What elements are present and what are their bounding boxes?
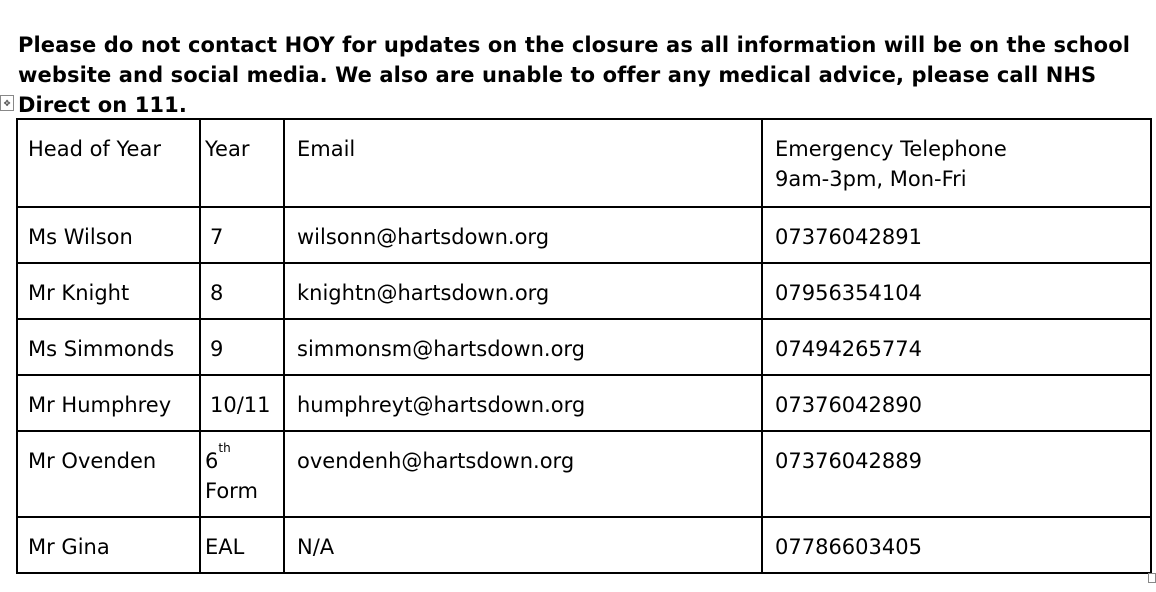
- row-email: N/A: [284, 517, 762, 573]
- row-phone: 07956354104: [762, 263, 1151, 319]
- head-of-year-contacts-table: [16, 118, 1152, 574]
- header-year: Year: [200, 119, 284, 207]
- row-phone: 07376042889: [762, 431, 1151, 517]
- row-phone: 07494265774: [762, 319, 1151, 375]
- row-year: 7: [200, 207, 284, 263]
- row-phone: 07376042891: [762, 207, 1151, 263]
- row-phone: 07376042890: [762, 375, 1151, 431]
- row-email[interactable]: wilsonn@hartsdown.org: [284, 207, 762, 263]
- row-year-form: Form: [205, 479, 258, 503]
- row-year: [200, 431, 284, 517]
- table-row: [17, 431, 1151, 517]
- notice-line-2: website and social media. We also are unable to offer any medical advice, please call NHS: [18, 63, 1097, 87]
- row-name: Mr Humphrey: [17, 375, 200, 431]
- row-year-ordinal: th: [218, 441, 231, 455]
- table-row: [17, 517, 1151, 573]
- row-phone: 07786603405: [762, 517, 1151, 573]
- row-year: 8: [200, 263, 284, 319]
- table-row: [17, 263, 1151, 319]
- row-name: Mr Knight: [17, 263, 200, 319]
- table-row: [17, 375, 1151, 431]
- header-head-of-year: Head of Year: [17, 119, 200, 207]
- row-email[interactable]: simmonsm@hartsdown.org: [284, 319, 762, 375]
- row-email[interactable]: knightn@hartsdown.org: [284, 263, 762, 319]
- row-year: 10/11: [200, 375, 284, 431]
- table-row: [17, 319, 1151, 375]
- table-resize-icon[interactable]: [1148, 573, 1156, 583]
- header-phone-title: Emergency Telephone: [775, 137, 1007, 161]
- row-year: 9: [200, 319, 284, 375]
- header-emergency-telephone: [762, 119, 1151, 207]
- table-move-icon[interactable]: ✥: [0, 95, 14, 111]
- table-header-row: [17, 119, 1151, 207]
- header-email: Email: [284, 119, 762, 207]
- closure-notice: [18, 30, 1154, 120]
- row-year: EAL: [200, 517, 284, 573]
- table-row: [17, 207, 1151, 263]
- row-year-number: 6: [205, 449, 219, 473]
- row-name: Ms Wilson: [17, 207, 200, 263]
- row-name: Mr Ovenden: [17, 431, 200, 517]
- row-email[interactable]: humphreyt@hartsdown.org: [284, 375, 762, 431]
- header-phone-hours: 9am-3pm, Mon-Fri: [775, 167, 967, 191]
- row-email[interactable]: ovendenh@hartsdown.org: [284, 431, 762, 517]
- notice-line-1: Please do not contact HOY for updates on the closure as all information will be on the school: [18, 33, 1131, 57]
- notice-line-3: Direct on 111.: [18, 93, 187, 117]
- row-name: Ms Simmonds: [17, 319, 200, 375]
- row-name: Mr Gina: [17, 517, 200, 573]
